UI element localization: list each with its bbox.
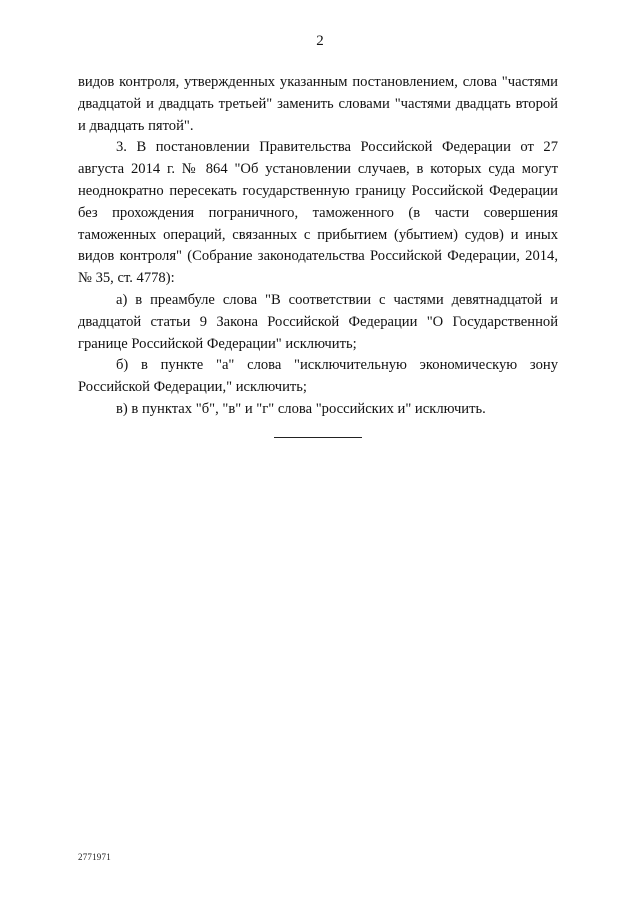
- end-separator-line: [274, 437, 362, 438]
- paragraph-subitem-a: а) в преамбуле слова "В соответствии с частями девятнадцатой и двадцатой статьи 9 Закона Российской Федерации "О Государственной границе Российской Федерации" исключить;: [78, 291, 558, 352]
- page-number: 2: [316, 33, 324, 49]
- document-code: 2771971: [78, 852, 111, 862]
- paragraph-subitem-b: б) в пункте "а" слова "исключительную экономическую зону Российской Федерации," исключить;: [78, 357, 558, 396]
- paragraph-continuation: видов контроля, утвержденных указанным постановлением, слова "частями двадцатой и двадцать третьей" заменить словами "частями двадцать второй и двадцать пятой".: [78, 74, 558, 134]
- paragraph-item-3: 3. В постановлении Правительства Российской Федерации от 27 августа 2014 г. № 864 "Об установлении случаев, в которых суда могут неоднократно пересекать государственную границу Российской Федерации без прохождения пограничного, таможенного (в части совершения таможенных операций, связанных с прибытием (убытием) судов) и иных видов контроля" (Собрание законодательства Российской Федерации, 2014, № 35, ст. 4778):: [78, 139, 558, 287]
- document-body: [78, 72, 558, 421]
- paragraph-subitem-v: в) в пунктах "б", "в" и "г" слова "российских и" исключить.: [116, 400, 486, 417]
